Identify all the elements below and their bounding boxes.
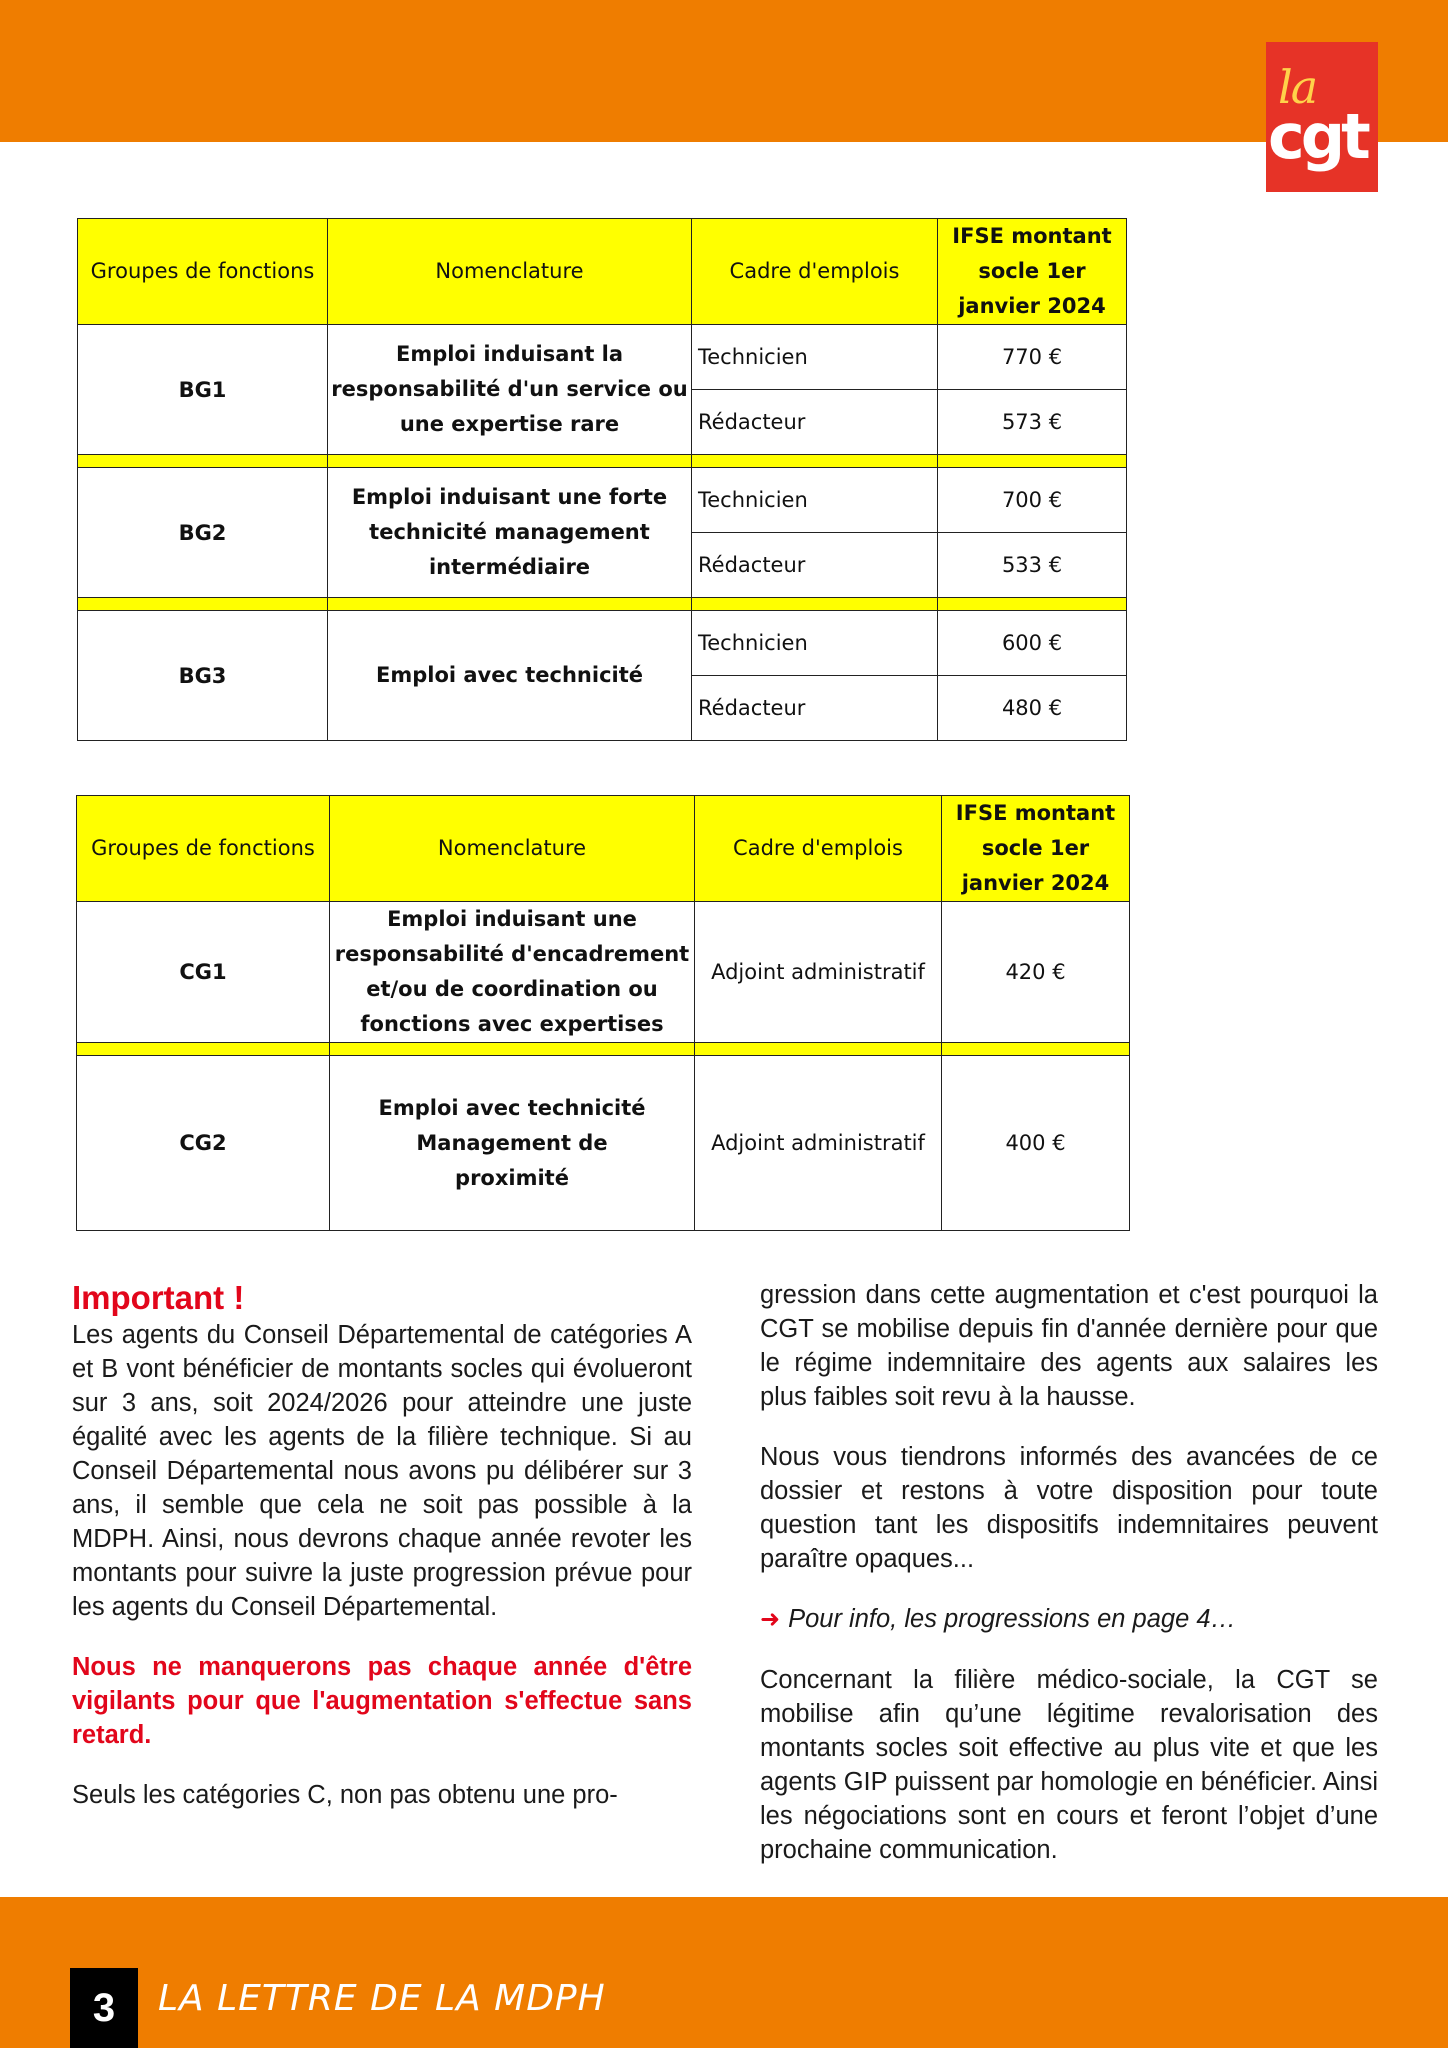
page-number: 3	[70, 1968, 138, 2048]
montant-cell: 420 €	[942, 902, 1130, 1043]
bottom-orange-band	[0, 1897, 1448, 2048]
separator-row	[78, 598, 1127, 611]
montant-cell: 573 €	[938, 390, 1127, 455]
header-groupes: Groupes de fonctions	[78, 219, 328, 325]
paragraph-categories-c-continued: gression dans cette augmentation et c'est pourquoi la CGT se mobilise depuis fin d'année dernière pour que le régime indemnitaire des agents aux salaires les plus faibles soit revu à la hausse.	[760, 1281, 1378, 1411]
group-code: CG2	[77, 1056, 330, 1231]
table-header-row	[77, 796, 1130, 902]
montant-cell: 770 €	[938, 325, 1127, 390]
table-header-row	[78, 219, 1127, 325]
header-ifse: IFSE montant socle 1er janvier 2024	[938, 219, 1127, 325]
separator-row	[77, 1043, 1130, 1056]
cadre-cell: Technicien	[692, 611, 938, 676]
ifse-table-categorie-b	[77, 218, 1127, 741]
montant-cell: 700 €	[938, 468, 1127, 533]
header-nomenclature: Nomenclature	[328, 219, 692, 325]
logo-la-text: la	[1278, 60, 1317, 114]
paragraph-intro: Les agents du Conseil Départemental de catégories A et B vont bénéficier de montants socles qui évolueront sur 3 ans, soit 2024/2026 pour atteindre une juste égalité avec les agents de la filière technique. Si au Conseil Départemental nous avons pu délibérer sur 3 ans, il semble que cela ne soit pas possible à la MDPH. Ainsi, nous devrons chaque année revoter les montants pour suivre la juste progression prévue pour les agents du Conseil Départemental.	[72, 1321, 692, 1621]
header-groupes: Groupes de fonctions	[77, 796, 330, 902]
cgt-logo	[1266, 42, 1378, 192]
paragraph-medico-sociale: Concernant la filière médico-sociale, la CGT se mobilise afin qu’une légitime revalorisation des montants socles soit effective au plus vite et que les agents GIP puissent par homologie en bénéficier. Ainsi les négociations sont en cours et feront l’objet d’une prochaine communication.	[760, 1666, 1378, 1864]
montant-cell: 400 €	[942, 1056, 1130, 1231]
group-nomenclature: Emploi induisant une responsabilité d'encadrement et/ou de coordination ou fonctions avec expertises	[330, 902, 695, 1043]
group-code: BG2	[78, 468, 328, 598]
article-left-column	[72, 1278, 692, 1812]
cadre-cell: Rédacteur	[692, 676, 938, 741]
montant-cell: 533 €	[938, 533, 1127, 598]
cadre-cell: Technicien	[692, 468, 938, 533]
article-right-column	[760, 1278, 1378, 1867]
group-code: BG3	[78, 611, 328, 741]
logo-cgt-text: cgt	[1268, 100, 1367, 173]
cadre-cell: Rédacteur	[692, 533, 938, 598]
important-heading: Important !	[72, 1279, 245, 1316]
table-row	[78, 325, 1127, 390]
cadre-cell: Rédacteur	[692, 390, 938, 455]
alert-paragraph: Nous ne manquerons pas chaque année d'être vigilants pour que l'augmentation s'effectue sans retard.	[72, 1653, 692, 1749]
top-orange-band	[0, 0, 1448, 142]
group-code: BG1	[78, 325, 328, 455]
table-row	[78, 468, 1127, 533]
cadre-cell: Technicien	[692, 325, 938, 390]
header-nomenclature: Nomenclature	[330, 796, 695, 902]
paragraph-categories-c: Seuls les catégories C, non pas obtenu une pro-	[72, 1781, 618, 1809]
header-ifse: IFSE montant socle 1er janvier 2024	[942, 796, 1130, 902]
progressions-note	[760, 1602, 1378, 1637]
group-nomenclature: Emploi induisant une forte technicité management intermédiaire	[328, 468, 692, 598]
newsletter-title: LA LETTRE DE LA MDPH	[158, 1978, 606, 2019]
group-nomenclature: Emploi induisant la responsabilité d'un service ou une expertise rare	[328, 325, 692, 455]
cadre-cell: Adjoint administratif	[695, 1056, 942, 1231]
paragraph-informes: Nous vous tiendrons informés des avancées de ce dossier et restons à votre disposition pour toute question tant les dispositifs indemnitaires peuvent paraître opaques...	[760, 1443, 1378, 1573]
table-row	[77, 902, 1130, 1043]
group-code: CG1	[77, 902, 330, 1043]
arrow-right-icon: ➜	[760, 1606, 781, 1633]
table-row	[77, 1056, 1130, 1231]
note-text: Pour info, les progressions en page 4…	[788, 1605, 1237, 1633]
table-row	[78, 611, 1127, 676]
montant-cell: 480 €	[938, 676, 1127, 741]
group-nomenclature: Emploi avec technicité Management de proximité	[330, 1056, 695, 1231]
separator-row	[78, 455, 1127, 468]
montant-cell: 600 €	[938, 611, 1127, 676]
group-nomenclature: Emploi avec technicité	[328, 611, 692, 741]
header-cadre: Cadre d'emplois	[692, 219, 938, 325]
header-cadre: Cadre d'emplois	[695, 796, 942, 902]
cadre-cell: Adjoint administratif	[695, 902, 942, 1043]
ifse-table-categorie-c	[76, 795, 1130, 1231]
